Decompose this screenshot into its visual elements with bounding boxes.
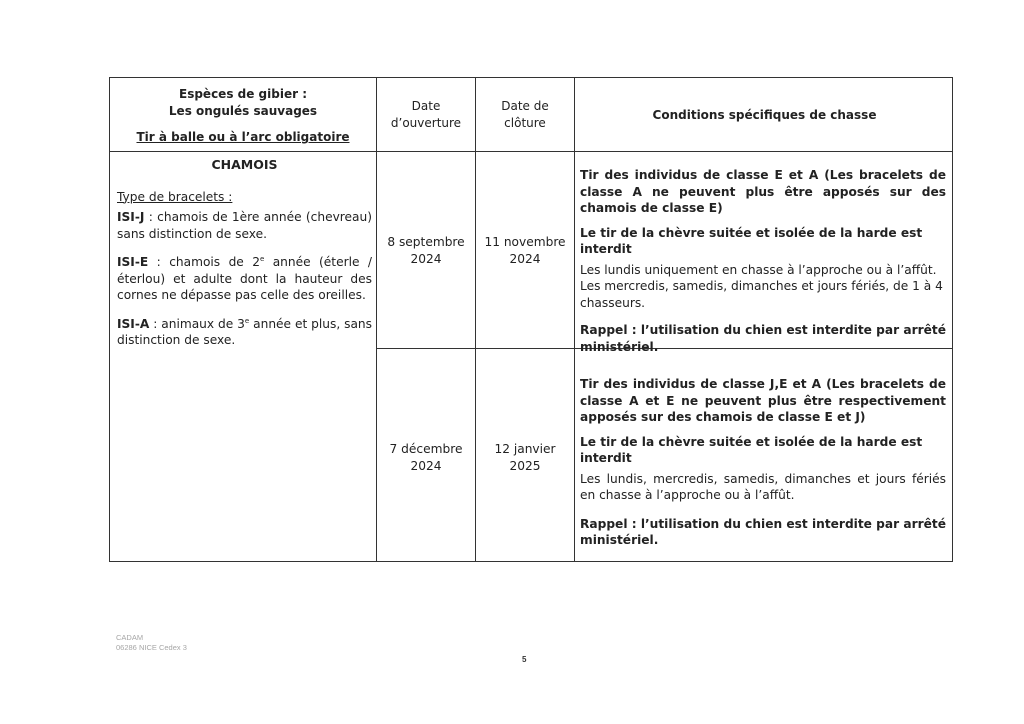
header-species-title: Espèces de gibier : xyxy=(179,87,307,101)
bracelet-description-cont: année (éterle /éterlou) et adulte dont la hauteur des cornes ne dépasse pas celle des oreilles. xyxy=(117,255,372,302)
footer-line-2: 06286 NICE Cedex 3 xyxy=(116,643,187,652)
header-conditions xyxy=(575,107,954,124)
bracelet-separator: : xyxy=(149,316,162,331)
footer-address xyxy=(116,633,187,653)
row2-class-rule: Tir des individus de classe J,E et A (Les bracelets de classe A et E ne peuvent plus être respectivement apposés sur des chamois de classe E et J) xyxy=(580,377,946,424)
bracelet-isi-j xyxy=(117,209,372,242)
row2-goat-rule: Le tir de la chèvre suitée et isolée de la harde est interdit xyxy=(580,434,923,465)
page-number: 5 xyxy=(522,655,527,664)
row2-days: Les lundis, mercredis, samedis, dimanches et jours fériés en chasse à l’approche ou à l’affût. xyxy=(580,471,946,502)
row1-reminder: Rappel : l’utilisation du chien est interdite par arrêté ministériel. xyxy=(580,323,946,354)
bracelet-description: chamois de 2 xyxy=(169,255,260,269)
bracelet-separator: : xyxy=(144,210,158,224)
row1-opening-date: 8 septembre 2024 xyxy=(387,235,465,266)
row1-goat-rule: Le tir de la chèvre suitée et isolée de la harde est interdit xyxy=(580,225,923,256)
bracelet-code: ISI-E xyxy=(117,255,149,269)
bracelet-isi-a xyxy=(117,316,372,349)
bracelet-description-cont: année et plus, sans distinction de sexe. xyxy=(117,316,373,347)
bracelet-isi-e xyxy=(117,254,372,304)
bracelet-separator: : xyxy=(148,255,170,269)
header-species xyxy=(110,86,376,146)
row2-closing-date: 12 janvier 2025 xyxy=(494,442,556,473)
bracelet-code: ISI-J xyxy=(117,210,145,224)
header-opening-label: Date d’ouverture xyxy=(390,99,462,130)
row2-reminder: Rappel : l’utilisation du chien est interdite par arrêté ministériel. xyxy=(580,516,946,547)
header-closing-label: Date de clôture xyxy=(501,99,549,130)
ordinal-superscript: e xyxy=(259,254,265,263)
hunting-table xyxy=(109,77,953,562)
header-opening xyxy=(382,98,470,132)
species-name: CHAMOIS xyxy=(211,157,278,172)
ordinal-superscript: e xyxy=(244,316,250,325)
header-divider xyxy=(110,151,952,152)
header-closing xyxy=(481,98,569,132)
header-conditions-label: Conditions spécifiques de chasse xyxy=(652,108,877,122)
row2-opening-date: 7 décembre 2024 xyxy=(389,442,463,473)
row2-conditions xyxy=(580,376,946,549)
row1-days-2: Les mercredis, samedis, dimanches et jours fériés, de 1 à 4 chasseurs. xyxy=(580,279,943,310)
row1-closing-date: 11 novembre 2024 xyxy=(484,235,566,266)
row1-conditions xyxy=(580,167,946,355)
row1-class-rule: Tir des individus de classe E et A (Les bracelets de classe A ne peuvent plus être apposés sur des chamois de classe E) xyxy=(580,168,946,215)
bracelet-types-label: Type de bracelets : xyxy=(117,189,233,204)
row1-days: Les lundis uniquement en chasse à l’approche ou à l’affût. xyxy=(580,262,937,277)
bracelet-description: animaux de 3 xyxy=(161,316,245,331)
bracelet-description: chamois de 1ère année (chevreau) sans distinction de sexe. xyxy=(117,210,372,241)
footer-line-1: CADAM xyxy=(116,633,144,642)
header-species-subtitle: Les ongulés sauvages xyxy=(168,104,318,118)
bracelet-code: ISI-A xyxy=(117,316,150,331)
header-species-note: Tir à balle ou à l’arc obligatoire xyxy=(136,130,350,144)
species-cell xyxy=(117,157,372,349)
